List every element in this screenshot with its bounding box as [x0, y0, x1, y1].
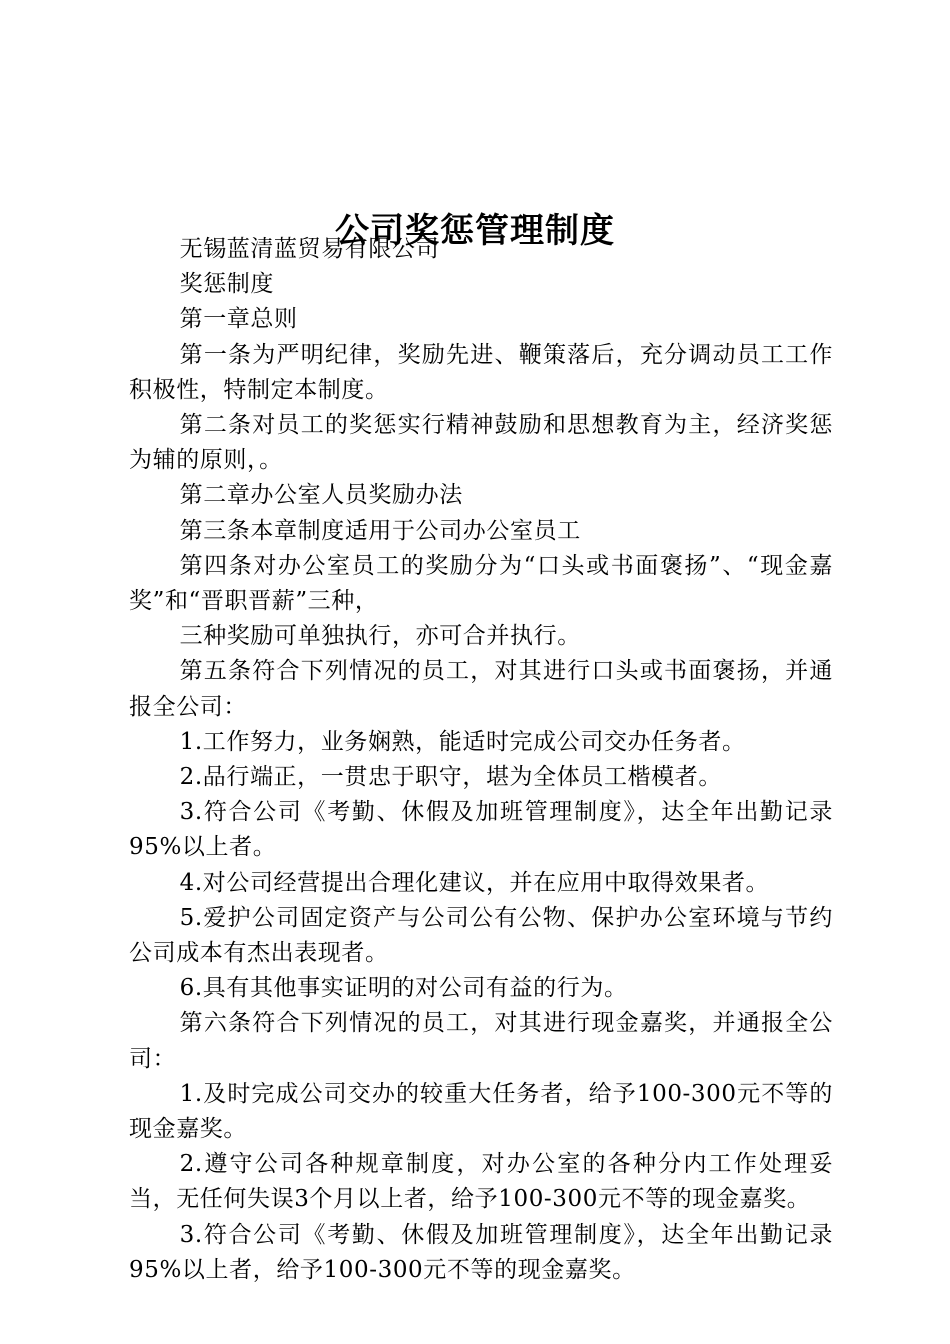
chapter-heading: 第一章总则: [179, 306, 298, 333]
article-paragraph: 第一条为严明纪律，奖励先进、鞭策落后，充分调动员工工作积极性，特制定本制度。: [129, 341, 833, 403]
list-item: 3.符合公司《考勤、休假及加班管理制度》，达全年出勤记录95%以上者，给予100-300元不等的现金嘉奖。: [129, 1221, 833, 1283]
list-item: 5.爱护公司固定资产与公司公有公物、保护办公室环境与节约公司成本有杰出表现者。: [129, 904, 833, 967]
section-heading: 奖惩制度: [179, 271, 274, 298]
article-paragraph: 第五条符合下列情况的员工，对其进行口头或书面褒扬，并通报全公司：: [129, 658, 833, 720]
list-item: 6.具有其他事实证明的对公司有益的行为。: [179, 975, 628, 1002]
list-item: 1.及时完成公司交办的较重大任务者，给予100-300元不等的现金嘉奖。: [129, 1080, 833, 1143]
article-paragraph: 第四条对办公室员工的奖励分为“口头或书面褒扬”、“现金嘉奖”和“晋职晋薪”三种，: [129, 552, 833, 615]
company-name: 无锡蓝清蓝贸易有限公司: [179, 236, 440, 262]
list-item: 1.工作努力，业务娴熟，能适时完成公司交办任务者。: [179, 728, 746, 755]
article-paragraph: 第六条符合下列情况的员工，对其进行现金嘉奖，并通报全公司：: [129, 1010, 833, 1072]
document-title: 公司奖惩管理制度: [335, 210, 615, 251]
list-item: 2.遵守公司各种规章制度，对办公室的各种分内工作处理妥当，无任何失误3个月以上者，给予100-300元不等的现金嘉奖。: [129, 1151, 833, 1213]
chapter-heading: 第二章办公室人员奖励办法: [179, 482, 463, 509]
list-item: 2.品行端正，一贯忠于职守，堪为全体员工楷模者。: [179, 764, 722, 791]
list-item: 3.符合公司《考勤、休假及加班管理制度》，达全年出勤记录95%以上者。: [129, 799, 833, 861]
article-paragraph: 第二条对员工的奖惩实行精神鼓励和思想教育为主，经济奖惩为辅的原则，。: [129, 412, 833, 474]
article-paragraph: 三种奖励可单独执行，亦可合并执行。: [179, 623, 581, 650]
list-item: 4.对公司经营提出合理化建议，并在应用中取得效果者。: [179, 869, 770, 896]
document-body: [129, 232, 833, 1288]
article-paragraph: 第三条本章制度适用于公司办公室员工: [179, 517, 581, 544]
